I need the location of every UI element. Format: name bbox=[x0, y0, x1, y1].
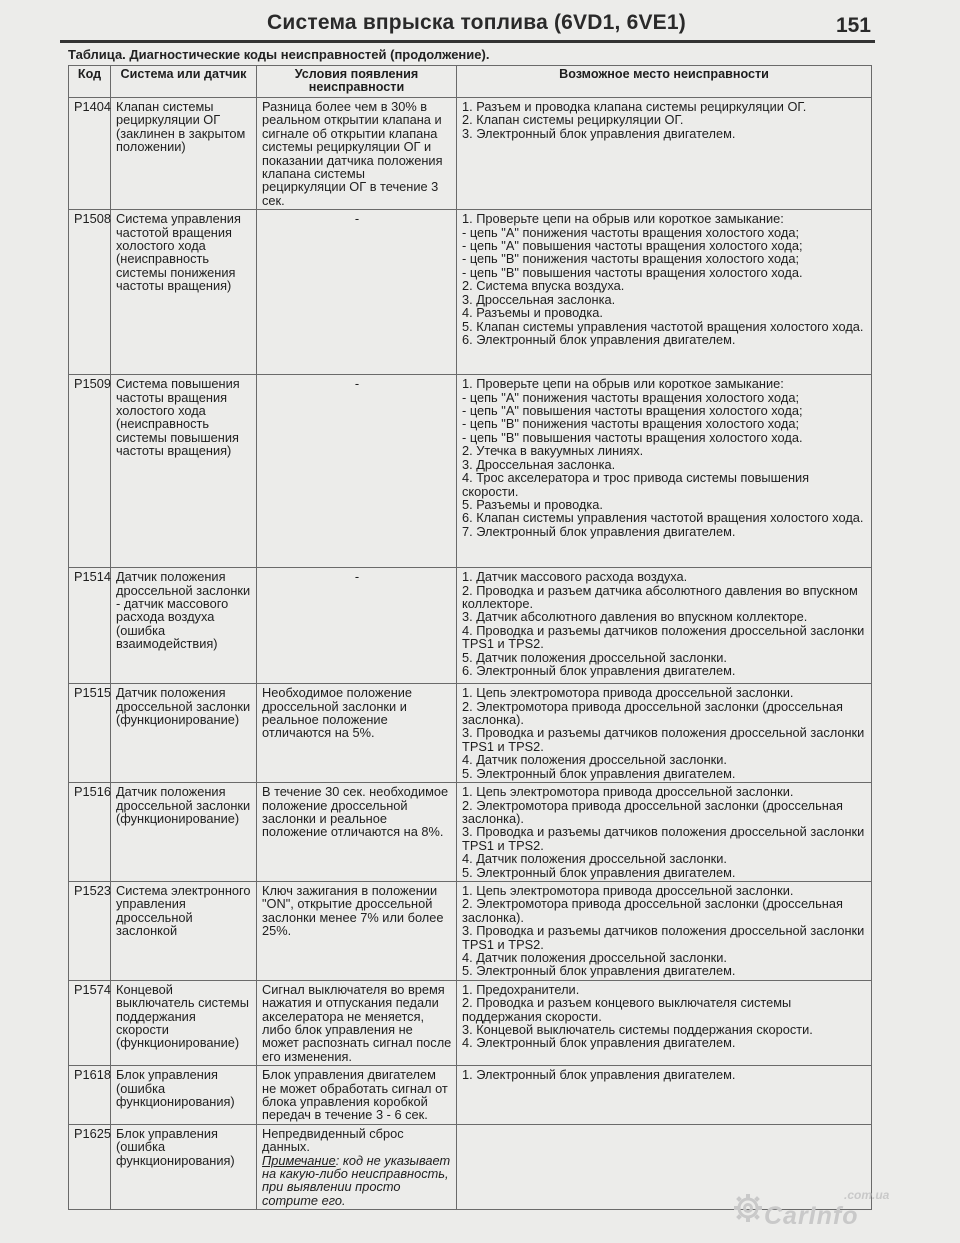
watermark-text: CarInfo bbox=[764, 1202, 859, 1230]
cause-item: 3. Проводка и разъемы датчиков положения дроссельной заслонки TPS1 и TPS2. bbox=[462, 824, 865, 853]
causes-cell bbox=[457, 783, 872, 882]
cause-item: 5. Разъемы и проводка. bbox=[462, 496, 603, 512]
table-row bbox=[69, 684, 872, 783]
cause-item: 4. Разъемы и проводка. bbox=[462, 305, 603, 321]
table-row bbox=[69, 881, 872, 980]
causes-cell bbox=[457, 568, 872, 684]
table-header-row bbox=[69, 66, 872, 98]
cause-item: 4. Датчик положения дроссельной заслонки. bbox=[462, 752, 727, 768]
system-cell: Система повышения частоты вращения холостого хода (неисправность системы повышения частоты вращения) bbox=[111, 375, 257, 568]
condition-cell: - bbox=[257, 210, 457, 375]
table-row bbox=[69, 980, 872, 1065]
causes-cell bbox=[457, 980, 872, 1065]
cause-item: 1. Электронный блок управления двигателем. bbox=[462, 1067, 736, 1083]
condition-cell: Необходимое положение дроссельной заслонки и реальное положение отличаются на 5%. bbox=[257, 684, 457, 783]
code-cell: P1574 bbox=[69, 980, 111, 1065]
cause-item: 4. Трос акселератора и трос привода системы повышения скорости. bbox=[462, 470, 810, 499]
page-number: 151 bbox=[835, 14, 871, 37]
cause-item: 3. Дроссельная заслонка. bbox=[462, 291, 616, 307]
cause-item: 2. Электромотора привода дроссельной заслонки (дроссельная заслонка). bbox=[462, 797, 843, 826]
cause-item: 5. Датчик положения дроссельной заслонки. bbox=[462, 649, 727, 665]
code-cell: P1508 bbox=[69, 210, 111, 375]
cause-item: 5. Электронный блок управления двигателем. bbox=[462, 963, 736, 979]
note-text: : код не указывает на какую-либо неисправность, при выявлении просто сотрите его. bbox=[262, 1152, 451, 1208]
cause-item: 1. Разъем и проводка клапана системы рециркуляции ОГ. bbox=[462, 99, 807, 114]
column-header-causes: Возможное место неисправности bbox=[457, 66, 872, 98]
cause-item: 6. Клапан системы управления частотой вращения холостого хода. bbox=[462, 510, 864, 526]
cause-item: - цепь "А" понижения частоты вращения холостого хода; bbox=[462, 389, 800, 405]
cause-item: 4. Датчик положения дроссельной заслонки. bbox=[462, 949, 727, 965]
causes-cell bbox=[457, 684, 872, 783]
cause-item: - цепь "А" понижения частоты вращения холостого хода; bbox=[462, 224, 800, 240]
condition-cell: Блок управления двигателем не может обработать сигнал от блока управления коробкой передач в течение 3 - 6 сек. bbox=[257, 1066, 457, 1125]
condition-cell: Ключ зажигания в положении "ON", открытие дроссельной заслонки менее 7% или более 25%. bbox=[257, 881, 457, 980]
code-cell: P1404 bbox=[69, 98, 111, 210]
condition-cell: - bbox=[257, 375, 457, 568]
system-cell: Клапан системы рециркуляции ОГ (заклинен в закрытом положении) bbox=[111, 98, 257, 210]
cause-item: 1. Проверьте цепи на обрыв или короткое замыкание: bbox=[462, 376, 784, 392]
system-cell: Датчик положения дроссельной заслонки (функционирование) bbox=[111, 684, 257, 783]
cause-item: 1. Проверьте цепи на обрыв или короткое замыкание: bbox=[462, 211, 784, 227]
system-cell: Датчик положения дроссельной заслонки (функционирование) bbox=[111, 783, 257, 882]
diagnostic-codes-table bbox=[68, 65, 872, 1210]
causes-cell bbox=[457, 98, 872, 210]
system-cell: Система электронного управления дроссельной заслонкой bbox=[111, 881, 257, 980]
column-header-system: Система или датчик bbox=[111, 66, 257, 98]
watermark bbox=[728, 1186, 898, 1232]
condition-text: Непредвиденный сброс данных. bbox=[262, 1125, 404, 1155]
code-cell: P1618 bbox=[69, 1066, 111, 1125]
code-cell: P1514 bbox=[69, 568, 111, 684]
cause-item: - цепь "В" понижения частоты вращения холостого хода; bbox=[462, 251, 800, 267]
table-row bbox=[69, 98, 872, 210]
condition-cell: Разница более чем в 30% в реальном открытии клапана и сигнале об открытии клапана системы рециркуляции ОГ и показании датчика положения клапана системы рециркуляции ОГ в течение 3 сек. bbox=[257, 98, 457, 210]
cause-item: 7. Электронный блок управления двигателем. bbox=[462, 523, 736, 539]
cause-item: 4. Проводка и разъемы датчиков положения дроссельной заслонки TPS1 и TPS2. bbox=[462, 622, 865, 652]
table-caption: Таблица. Диагностические коды неисправностей (продолжение). bbox=[68, 47, 490, 62]
table-row bbox=[69, 375, 872, 568]
condition-cell bbox=[257, 1124, 457, 1209]
cause-item: 2. Электромотора привода дроссельной заслонки (дроссельная заслонка). bbox=[462, 698, 843, 728]
system-cell: Блок управления (ошибка функционирования) bbox=[111, 1124, 257, 1209]
causes-cell bbox=[457, 375, 872, 568]
condition-cell: - bbox=[257, 568, 457, 684]
system-cell: Блок управления (ошибка функционирования) bbox=[111, 1066, 257, 1125]
cause-item: 2. Клапан системы рециркуляции ОГ. bbox=[462, 112, 684, 128]
cause-item: 3. Дроссельная заслонка. bbox=[462, 456, 616, 472]
system-cell: Концевой выключатель системы поддержания скорости (функционирование) bbox=[111, 980, 257, 1065]
cause-item: 1. Цепь электромотора привода дроссельной заслонки. bbox=[462, 685, 794, 701]
cause-item: 1. Цепь электромотора привода дроссельной заслонки. bbox=[462, 784, 794, 800]
column-header-code: Код bbox=[69, 66, 111, 98]
gear-icon bbox=[728, 1186, 768, 1226]
system-cell: Датчик положения дроссельной заслонки - датчик массового расхода воздуха (ошибка взаимодействия) bbox=[111, 568, 257, 684]
cause-item: 1. Предохранители. bbox=[462, 981, 580, 997]
cause-item: 2. Проводка и разъем концевого выключателя системы поддержания скорости. bbox=[462, 995, 792, 1024]
cause-item: 4. Электронный блок управления двигателем. bbox=[462, 1035, 736, 1051]
note-label: Примечание bbox=[262, 1152, 336, 1168]
table-row bbox=[69, 783, 872, 882]
cause-item: - цепь "А" повышения частоты вращения холостого хода; bbox=[462, 238, 803, 254]
cause-item: 4. Датчик положения дроссельной заслонки. bbox=[462, 851, 727, 867]
table-row bbox=[69, 568, 872, 684]
cause-item: 3. Датчик абсолютного давления во впускном коллекторе. bbox=[462, 609, 808, 625]
causes-cell bbox=[457, 1066, 872, 1125]
cause-item: 5. Электронный блок управления двигателем. bbox=[462, 864, 736, 880]
page-title: Система впрыска топлива (6VD1, 6VE1) bbox=[267, 11, 686, 34]
watermark-domain: .com.ua bbox=[844, 1188, 890, 1202]
condition-cell: В течение 30 сек. необходимое положение дроссельной заслонки и реальное положение отличаются на 8%. bbox=[257, 783, 457, 882]
cause-item: 3. Проводка и разъемы датчиков положения дроссельной заслонки TPS1 и TPS2. bbox=[462, 725, 865, 754]
cause-item: 3. Проводка и разъемы датчиков положения дроссельной заслонки TPS1 и TPS2. bbox=[462, 923, 865, 952]
cause-item: 2. Электромотора привода дроссельной заслонки (дроссельная заслонка). bbox=[462, 896, 843, 925]
cause-item: 5. Клапан системы управления частотой вращения холостого хода. bbox=[462, 318, 864, 334]
cause-item: 1. Цепь электромотора привода дроссельной заслонки. bbox=[462, 882, 794, 898]
cause-item: - цепь "В" повышения частоты вращения холостого хода. bbox=[462, 264, 803, 280]
cause-item: 6. Электронный блок управления двигателем. bbox=[462, 663, 736, 679]
table-row bbox=[69, 1066, 872, 1125]
causes-cell bbox=[457, 210, 872, 375]
cause-item: - цепь "В" повышения частоты вращения холостого хода. bbox=[462, 429, 803, 445]
cause-item: - цепь "В" понижения частоты вращения холостого хода; bbox=[462, 416, 800, 432]
table-row bbox=[69, 210, 872, 375]
cause-item: 1. Датчик массового расхода воздуха. bbox=[462, 569, 688, 585]
cause-item: 5. Электронный блок управления двигателем. bbox=[462, 765, 736, 781]
code-cell: P1509 bbox=[69, 375, 111, 568]
cause-item: 2. Система впуска воздуха. bbox=[462, 278, 625, 294]
causes-cell bbox=[457, 881, 872, 980]
cause-item: 6. Электронный блок управления двигателем. bbox=[462, 331, 736, 347]
cause-item: 2. Утечка в вакуумных линиях. bbox=[462, 443, 644, 459]
cause-item: 3. Концевой выключатель системы поддержания скорости. bbox=[462, 1022, 813, 1037]
code-cell: P1523 bbox=[69, 881, 111, 980]
cause-item: - цепь "А" повышения частоты вращения холостого хода; bbox=[462, 403, 803, 419]
code-cell: P1516 bbox=[69, 783, 111, 882]
condition-cell: Сигнал выключателя во время нажатия и отпускания педали акселератора не меняется, либо блок управления не может распознать сигнал после его изменения. bbox=[257, 980, 457, 1065]
page-header bbox=[60, 8, 875, 43]
cause-item: 2. Проводка и разъем датчика абсолютного давления во впускном коллекторе. bbox=[462, 582, 858, 612]
system-cell: Система управления частотой вращения холостого хода (неисправность системы понижения частоты вращения) bbox=[111, 210, 257, 375]
code-cell: P1515 bbox=[69, 684, 111, 783]
cause-item: 3. Электронный блок управления двигателем. bbox=[462, 125, 736, 141]
column-header-condition: Условия появления неисправности bbox=[257, 66, 457, 98]
code-cell: P1625 bbox=[69, 1124, 111, 1209]
